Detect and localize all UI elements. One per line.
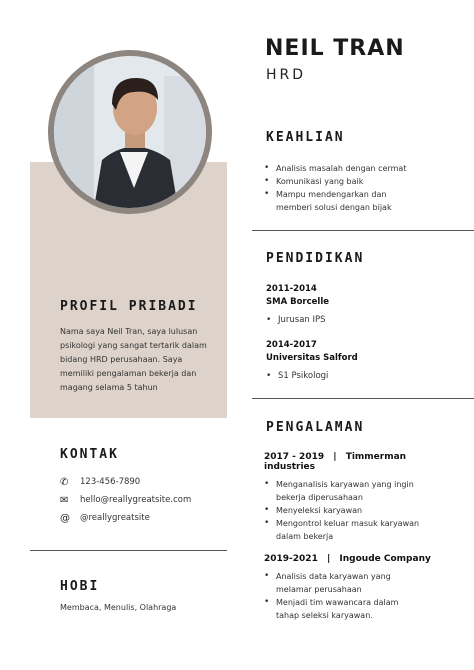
- skill-item: • Mampu mendengarkan dan memberi solusi dengan bijak: [264, 188, 414, 214]
- skills-heading: KEAHLIAN: [266, 130, 345, 145]
- education-years: 2011-2014: [266, 284, 317, 294]
- experience-company: Ingoude Company: [339, 554, 431, 564]
- education-detail: • Jurusan IPS: [266, 314, 456, 327]
- person-role: HRD: [266, 67, 307, 83]
- experience-header: [264, 452, 454, 472]
- profile-text: Nama saya Neil Tran, saya lulusan psikologi yang sangat tertarik dalam bidang HRD perusahaan. Saya memiliki pengalaman bekerja dan magang selama 5 tahun: [60, 327, 207, 392]
- experience-header: [264, 554, 454, 564]
- contact-email: [60, 491, 191, 509]
- experience-separator: |: [333, 452, 337, 462]
- education-heading: PENDIDIKAN: [266, 251, 365, 266]
- experience-duty: • Menyeleksi karyawan: [264, 504, 424, 517]
- profile-heading: PROFIL PRIBADI: [60, 299, 198, 314]
- skill-item: • Analisis masalah dengan cermat: [264, 162, 414, 175]
- contact-list: [60, 473, 191, 527]
- experience-duty: • Menjadi tim wawancara dalam tahap seleksi karyawan.: [264, 596, 424, 622]
- person-portrait-image: [54, 56, 206, 208]
- divider: [252, 230, 474, 231]
- education-details: [266, 370, 456, 383]
- experience-duties: [264, 478, 424, 543]
- experience-duties: [264, 570, 424, 622]
- education-school: SMA Borcelle: [266, 297, 330, 307]
- education-years: 2014-2017: [266, 340, 317, 350]
- hobby-text: Membaca, Menulis, Olahraga: [60, 603, 177, 612]
- education-details: [266, 314, 456, 327]
- education-detail: • S1 Psikologi: [266, 370, 456, 383]
- experience-entry: [264, 554, 454, 622]
- contact-social-text: @reallygreatsite: [80, 513, 150, 523]
- experience-years: 2017 - 2019: [264, 452, 325, 462]
- experience-separator: |: [326, 554, 331, 564]
- hobby-heading: HOBI: [60, 579, 100, 594]
- contact-phone: [60, 473, 191, 491]
- phone-icon: ✆: [60, 476, 69, 488]
- contact-phone-text: 123-456-7890: [80, 477, 141, 487]
- experience-duty: • Menganalisis karyawan yang ingin bekerja diperusahaan: [264, 478, 424, 504]
- education-entry: [266, 339, 456, 383]
- contact-email-text: hello@reallygreatsite.com: [80, 495, 192, 505]
- experience-entry: [264, 452, 454, 543]
- divider: [30, 550, 227, 551]
- education-entry: [266, 283, 456, 327]
- mail-icon: ✉: [60, 494, 69, 506]
- person-name: NEIL TRAN: [265, 36, 405, 61]
- divider: [252, 398, 474, 399]
- contact-social: [60, 509, 191, 527]
- education-school: Universitas Salford: [266, 353, 358, 363]
- experience-company: Timmerman industries: [264, 452, 407, 472]
- experience-duty: • Analisis data karyawan yang melamar perusahaan: [264, 570, 424, 596]
- experience-years: 2019-2021: [264, 554, 318, 564]
- skills-list: [264, 162, 414, 214]
- profile-photo: [54, 56, 206, 208]
- experience-duty: • Mengontrol keluar masuk karyawan dalam bekerja: [264, 517, 424, 543]
- at-icon: @: [60, 512, 70, 524]
- experience-heading: PENGALAMAN: [266, 420, 365, 435]
- skill-item: • Komunikasi yang baik: [264, 175, 414, 188]
- contact-heading: KONTAK: [60, 447, 119, 462]
